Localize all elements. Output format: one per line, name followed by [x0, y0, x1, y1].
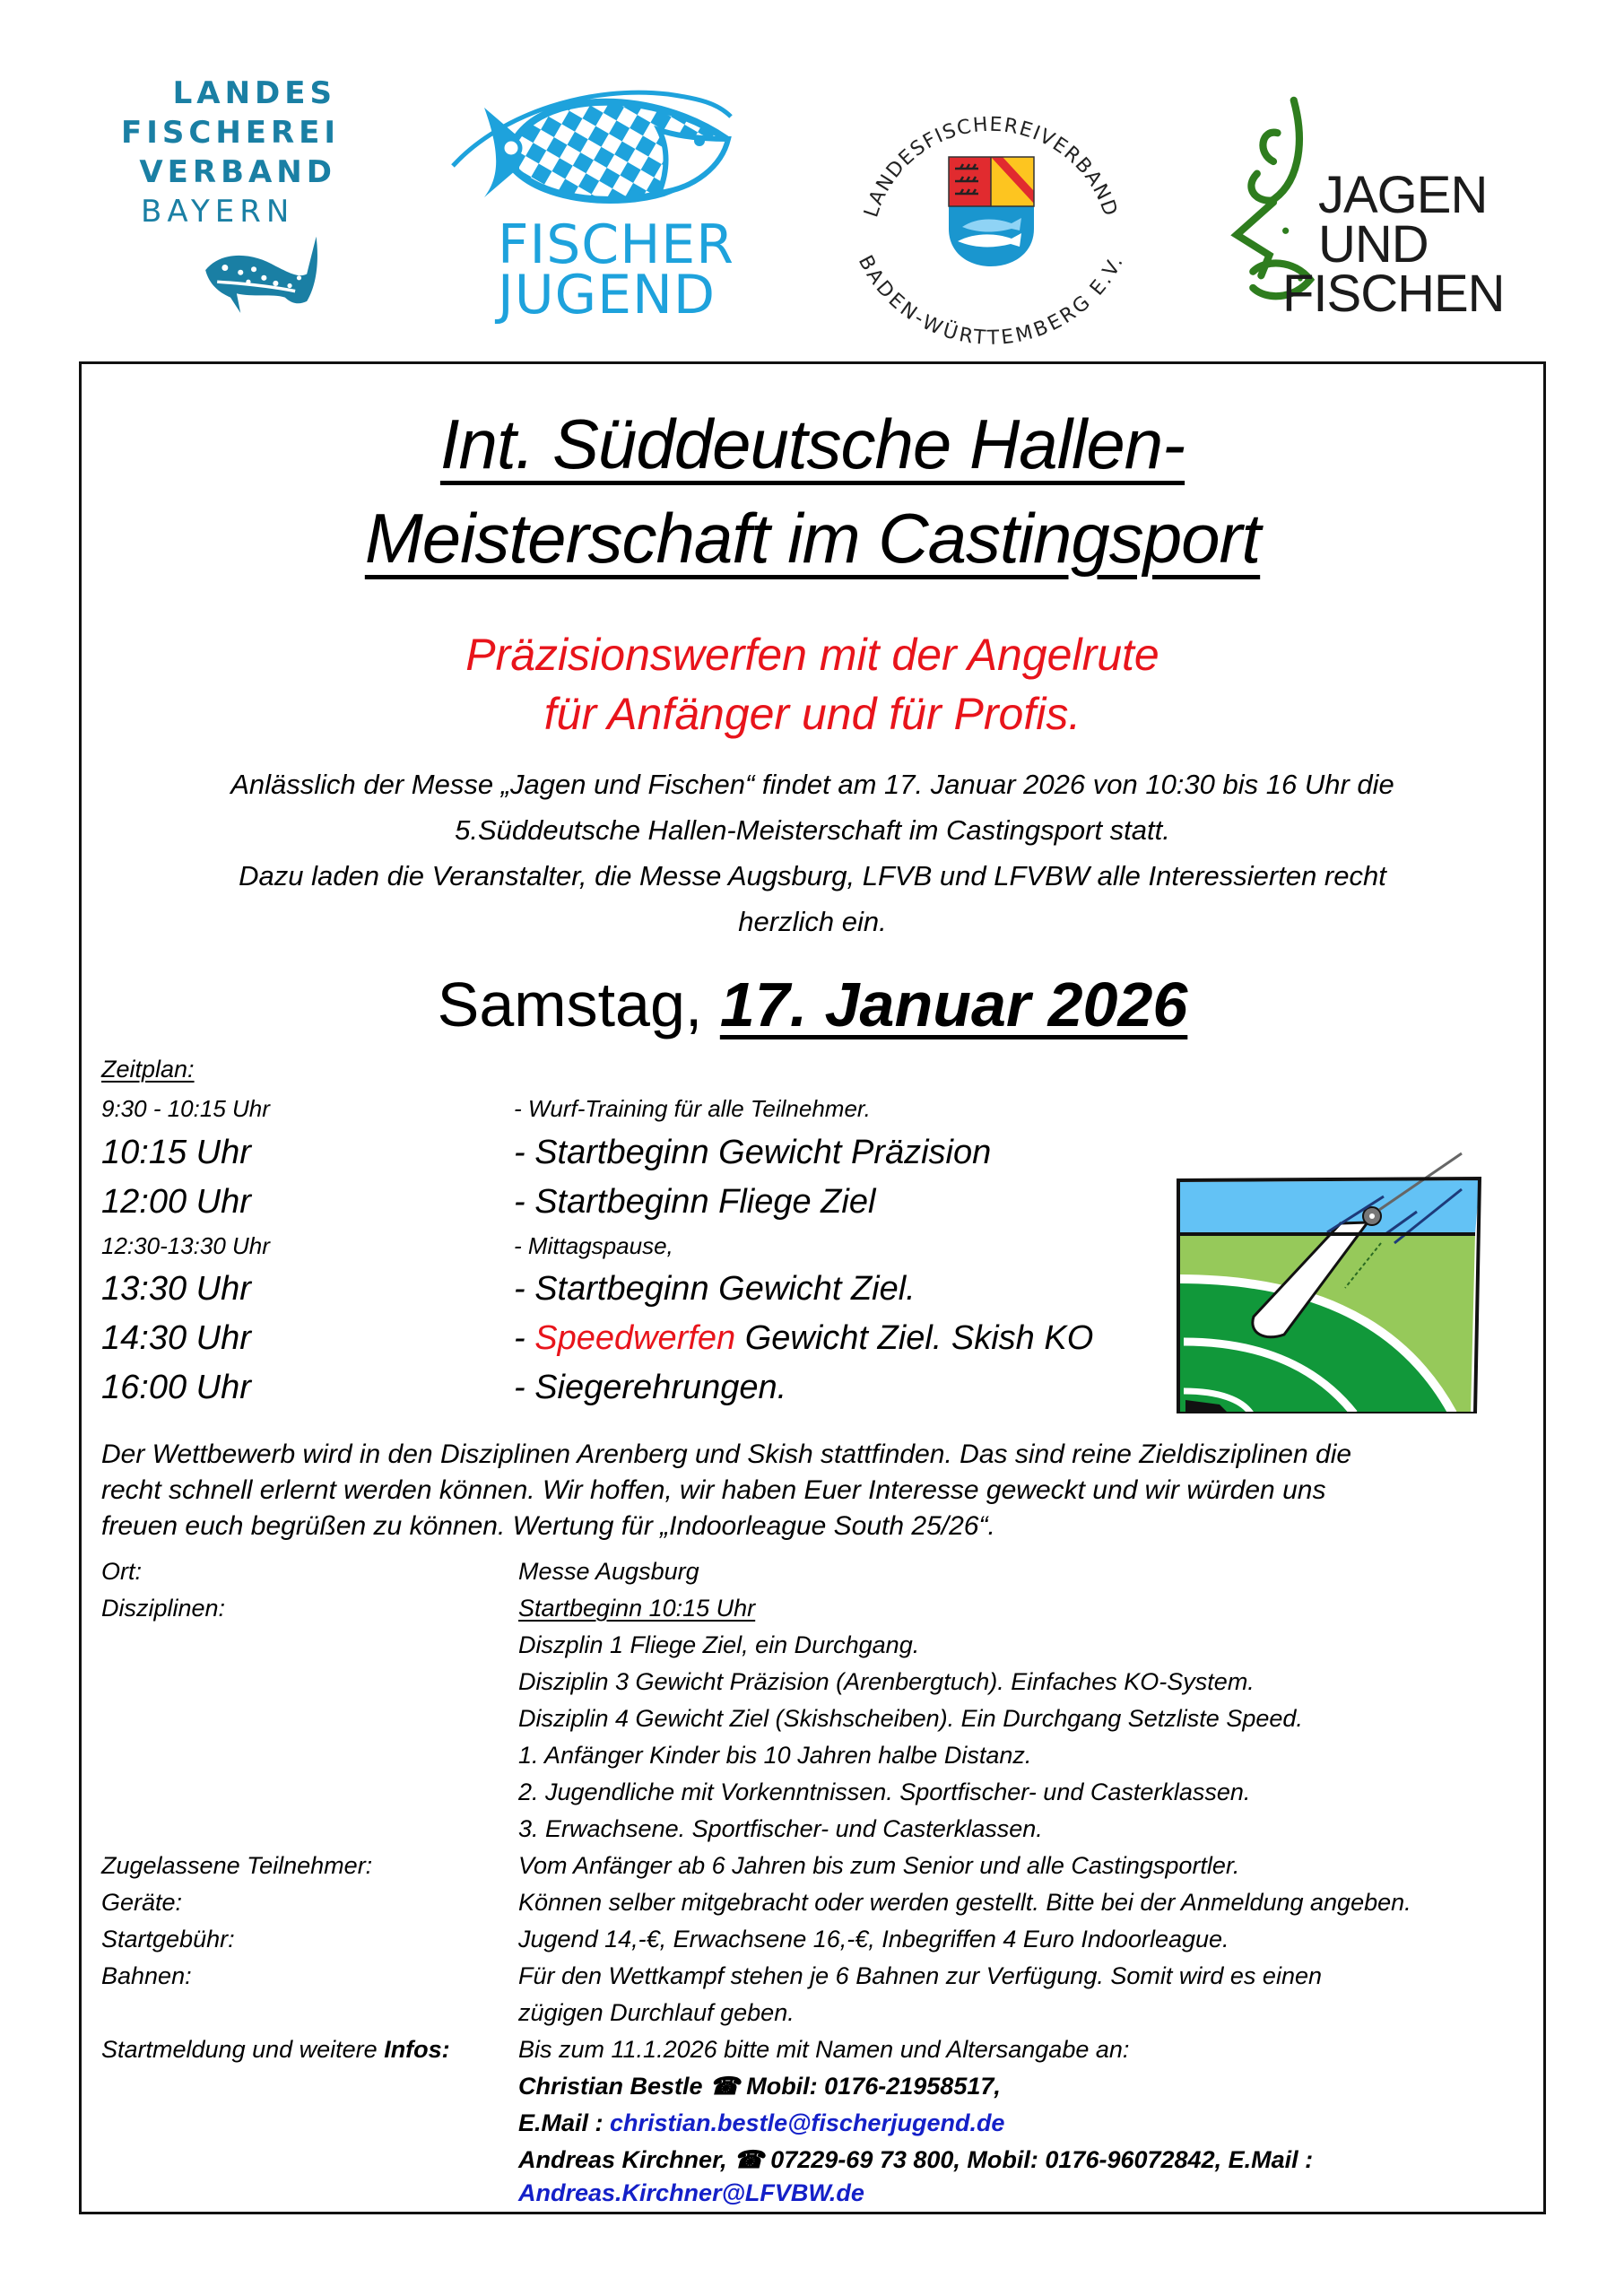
- schedule-time: 12:00 Uhr: [101, 1183, 251, 1221]
- logo-fj-line-1: FISCHER: [498, 213, 734, 276]
- logo-lfv-line-2: FISCHEREI: [121, 115, 341, 151]
- description-line-3: freuen euch begrüßen zu können. Wertung für „Indoorleague South 25/26“.: [101, 1511, 995, 1541]
- schedule-row: [101, 1132, 1142, 1173]
- detail-label: Geräte:: [101, 1889, 183, 1916]
- detail-label: [101, 2034, 450, 2065]
- schedule-row: [101, 1094, 1142, 1123]
- seal-ring-bottom: BADEN-WÜRTTEMBERG E.V.: [853, 251, 1129, 345]
- phone-icon: ☎: [734, 2146, 764, 2173]
- detail-label: Startgebühr:: [101, 1926, 235, 1952]
- intro-line-2: 5.Süddeutsche Hallen-Meisterschaft im Castingsport statt.: [455, 814, 1170, 846]
- detail-value: Vom Anfänger ab 6 Jahren bis zum Senior und alle Castingsportler.: [518, 1852, 1240, 1879]
- anmeldung-label-bold: Infos:: [384, 2036, 450, 2063]
- schedule-row: [101, 1268, 1142, 1309]
- event-date: [82, 969, 1543, 1040]
- detail-label: Ort:: [101, 1558, 142, 1585]
- schedule-desc: [514, 1318, 1093, 1359]
- schedule-desc: - Mittagspause,: [514, 1232, 673, 1259]
- logo-jf-line-2: UND: [1318, 215, 1429, 274]
- detail-value: Bis zum 11.1.2026 bitte mit Namen und Altersangabe an:: [518, 2036, 1130, 2063]
- discipline-item: [101, 1777, 1536, 1807]
- schedule-row: [101, 1318, 1142, 1359]
- intro-line-1: Anlässlich der Messe „Jagen und Fischen“ findet am 17. Januar 2026 von 10:30 bis 16 Uhr die: [230, 769, 1394, 800]
- contact-2-email-link[interactable]: Andreas.Kirchner@LFVBW.de: [518, 2179, 864, 2206]
- detail-value: Für den Wettkampf stehen je 6 Bahnen zur Verfügung. Somit wird es einen: [518, 1962, 1322, 1989]
- schedule-time: 14:30 Uhr: [101, 1319, 251, 1357]
- logo-jf-line-3: FISCHEN: [1282, 265, 1505, 323]
- contact-1-email-row: [101, 2108, 1536, 2138]
- bavarian-fish-icon: [448, 76, 758, 215]
- contact-1-phone: Mobil: 0176-21958517,: [739, 2073, 1001, 2100]
- detail-row-startgebuehr: [101, 1924, 1536, 1954]
- lfvbw-shield: [949, 157, 1034, 266]
- title-line-2: Meisterschaft im Castingsport: [364, 499, 1261, 578]
- detail-value: Jugend 14,-€, Erwachsene 16,-€, Inbegriffen 4 Euro Indoorleague.: [518, 1926, 1229, 1952]
- lfvbw-seal-icon: [847, 58, 1134, 345]
- schedule-desc: - Siegerehrungen.: [514, 1369, 787, 1406]
- schedule-desc: - Startbeginn Gewicht Ziel.: [514, 1270, 916, 1308]
- schedule-desc: - Startbeginn Gewicht Präzision: [514, 1134, 992, 1171]
- detail-row-anmeldung: [101, 2034, 1536, 2065]
- event-date-value: 17. Januar 2026: [719, 970, 1188, 1039]
- schedule-row: [101, 1181, 1142, 1222]
- logo-fj-line-2: JUGEND: [498, 264, 716, 326]
- intro-line-4: herzlich ein.: [738, 906, 887, 937]
- schedule-time: 13:30 Uhr: [101, 1270, 251, 1308]
- discipline-item: [101, 1740, 1536, 1770]
- subtitle-line-2: für Anfänger und für Profis.: [543, 689, 1081, 739]
- detail-value: zügigen Durchlauf geben.: [518, 1999, 795, 2026]
- detail-value: Können selber mitgebracht oder werden gestellt. Bitte bei der Anmeldung angeben.: [518, 1889, 1411, 1916]
- detail-row-geraete: [101, 1887, 1536, 1918]
- detail-label: Zugelassene Teilnehmer:: [101, 1852, 373, 1879]
- discipline-text: 1. Anfänger Kinder bis 10 Jahren halbe Distanz.: [518, 1742, 1032, 1769]
- contact-1-name: Christian Bestle: [518, 2073, 710, 2100]
- contact-1: [101, 2071, 1536, 2101]
- discipline-item: [101, 1666, 1536, 1697]
- phone-icon: ☎: [709, 2073, 740, 2100]
- schedule-row: [101, 1367, 1142, 1408]
- logo-lfv-region: BAYERN: [141, 194, 295, 230]
- contact-1-email-link[interactable]: christian.bestle@fischerjugend.de: [610, 2109, 1005, 2136]
- contact-2-name: Andreas Kirchner,: [518, 2146, 734, 2173]
- schedule-desc: - Wurf-Training für alle Teilnehmer.: [514, 1095, 871, 1122]
- contact-2-line: [518, 2144, 1313, 2175]
- discipline-text: 3. Erwachsene. Sportfischer- und Casterklassen.: [518, 1815, 1043, 1842]
- schedule-time: 10:15 Uhr: [101, 1134, 251, 1171]
- detail-row-ort: [101, 1556, 1536, 1587]
- disziplinen-start: Startbeginn 10:15 Uhr: [518, 1595, 756, 1622]
- contact-2: [101, 2144, 1536, 2175]
- casting-illustration-icon: [1166, 1144, 1489, 1413]
- contact-1-email-line: [518, 2108, 1004, 2138]
- detail-label: Bahnen:: [101, 1962, 192, 1989]
- event-weekday: Samstag,: [437, 970, 703, 1039]
- schedule-desc-suffix: Gewicht Ziel. Skish KO: [735, 1319, 1094, 1357]
- detail-row-teilnehmer: [101, 1850, 1536, 1881]
- discipline-item: [101, 1813, 1536, 1844]
- detail-row-disziplinen: [101, 1593, 1536, 1623]
- anmeldung-label-prefix: Startmeldung und weitere: [101, 2036, 385, 2063]
- schedule-time: 12:30-13:30 Uhr: [101, 1232, 270, 1259]
- title-line-1: Int. Süddeutsche Hallen-: [439, 404, 1185, 483]
- schedule-time: 9:30 - 10:15 Uhr: [101, 1095, 270, 1122]
- schedule-desc-prefix: -: [514, 1319, 535, 1357]
- speedwerfen-highlight: Speedwerfen: [534, 1319, 736, 1357]
- trout-icon: [188, 235, 332, 325]
- discipline-text: Diszplin 1 Fliege Ziel, ein Durchgang.: [518, 1631, 920, 1658]
- detail-row-bahnen-cont: [101, 1997, 1536, 2028]
- logo-lfv-line-3: VERBAND: [139, 154, 336, 190]
- logo-lfv-line-1: LANDES: [172, 75, 336, 111]
- discipline-item: [101, 1630, 1536, 1660]
- discipline-text: Disziplin 3 Gewicht Präzision (Arenbergtuch). Einfaches KO-System.: [518, 1668, 1255, 1695]
- intro-line-3: Dazu laden die Veranstalter, die Messe Augsburg, LFVB und LFVBW alle Interessierten recht: [239, 860, 1386, 891]
- schedule-time: 16:00 Uhr: [101, 1369, 251, 1406]
- discipline-text: Disziplin 4 Gewicht Ziel (Skishscheiben). Ein Durchgang Setzliste Speed.: [518, 1705, 1303, 1732]
- schedule-desc: - Startbeginn Fliege Ziel: [514, 1183, 876, 1221]
- contact-2-email-row: [101, 2178, 1536, 2208]
- contact-1-line: [518, 2071, 1001, 2101]
- schedule-label: Zeitplan:: [101, 1056, 195, 1083]
- logo-jf-line-1: JAGEN: [1318, 166, 1488, 224]
- contact-2-phone: 07229-69 73 800, Mobil: 0176-96072842, E.Mail :: [763, 2146, 1314, 2173]
- email-label: E.Mail :: [518, 2109, 611, 2136]
- discipline-item: [101, 1703, 1536, 1734]
- detail-row-bahnen: [101, 1961, 1536, 1991]
- schedule-row: [101, 1231, 1142, 1260]
- seal-ring-top: LANDESFISCHEREIVERBAND: [860, 113, 1122, 221]
- description-line-1: Der Wettbewerb wird in den Disziplinen Arenberg und Skish stattfinden. Das sind reine Zieldisziplinen die: [101, 1439, 1352, 1469]
- subtitle-line-1: Präzisionswerfen mit der Angelrute: [465, 630, 1159, 680]
- description-line-2: recht schnell erlernt werden können. Wir hoffen, wir haben Euer Interesse geweckt und wir würden uns: [101, 1475, 1326, 1505]
- detail-value: Messe Augsburg: [518, 1558, 699, 1585]
- discipline-text: 2. Jugendliche mit Vorkenntnissen. Sportfischer- und Casterklassen.: [518, 1779, 1251, 1805]
- detail-label: Disziplinen:: [101, 1595, 226, 1622]
